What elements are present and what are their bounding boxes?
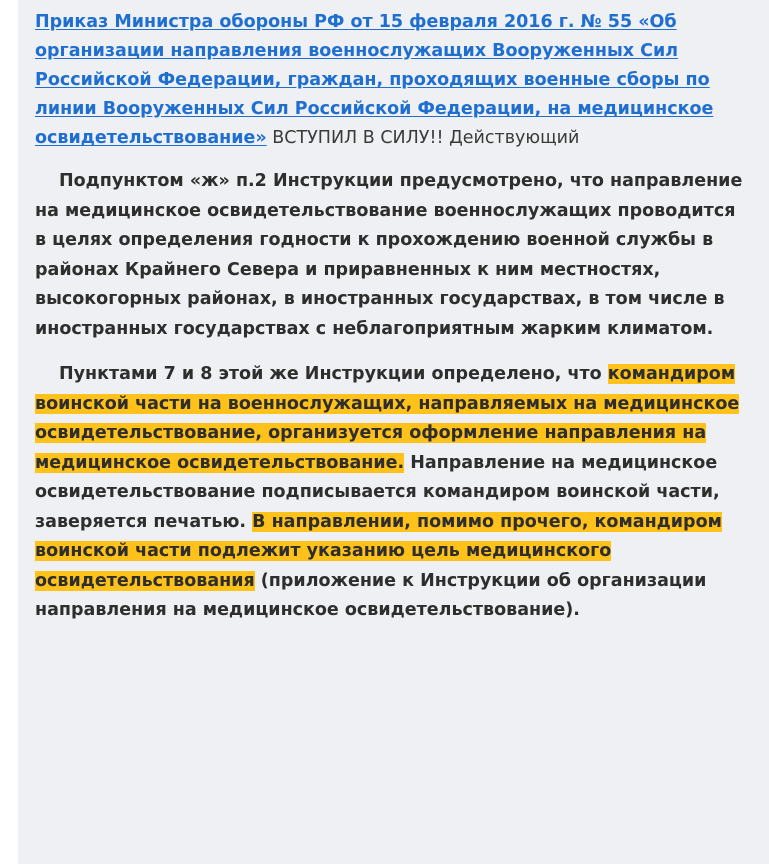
highlight-commander-duty: командиром воинской части на военнослужащих, направляемых на медицинское освидетельствование, организуется оформление направления на медицинское освидетельствование. [35,364,740,473]
paragraph2-part2: Направление на медицинское освидетельствование подписывается командиром воинской части, заверяется печатью. [35,452,720,532]
intro-paragraph [35,8,749,153]
order-link[interactable]: Приказ Министра обороны РФ от 15 февраля 2016 г. № 55 «Об организации направления военнослужащих Вооруженных Сил Российской Федерации, граждан, проходящих военные сборы по линии Вооруженных Сил Российской Федерации, на медицинское освидетельствование» [35,12,714,148]
paragraph2-part1: Пунктами 7 и 8 этой же Инструкции определено, что [59,364,608,384]
status-text: ВСТУПИЛ В СИЛУ!! Действующий [266,128,580,148]
highlight-purpose-requirement: В направлении, помимо прочего, командиром воинской части подлежит указанию цель медицинского освидетельствования [35,511,722,591]
paragraph-instruction-points [35,360,749,626]
paragraph1-text: Подпунктом «ж» п.2 Инструкции предусмотрено, что направление на медицинское освидетельствование военнослужащих проводится в целях определения годности к прохождению военной службы в районах Крайнего Севера и приравненных к ним местностях, высокогорных районах, в иностранных государствах, в том числе в иностранных государствах с неблагоприятным жарким климатом. [35,171,743,339]
document-card [18,0,769,864]
paragraph-instruction-subpoint [35,167,749,344]
paragraph2-part3: (приложение к Инструкции об организации направления на медицинское освидетельствование). [35,570,707,620]
